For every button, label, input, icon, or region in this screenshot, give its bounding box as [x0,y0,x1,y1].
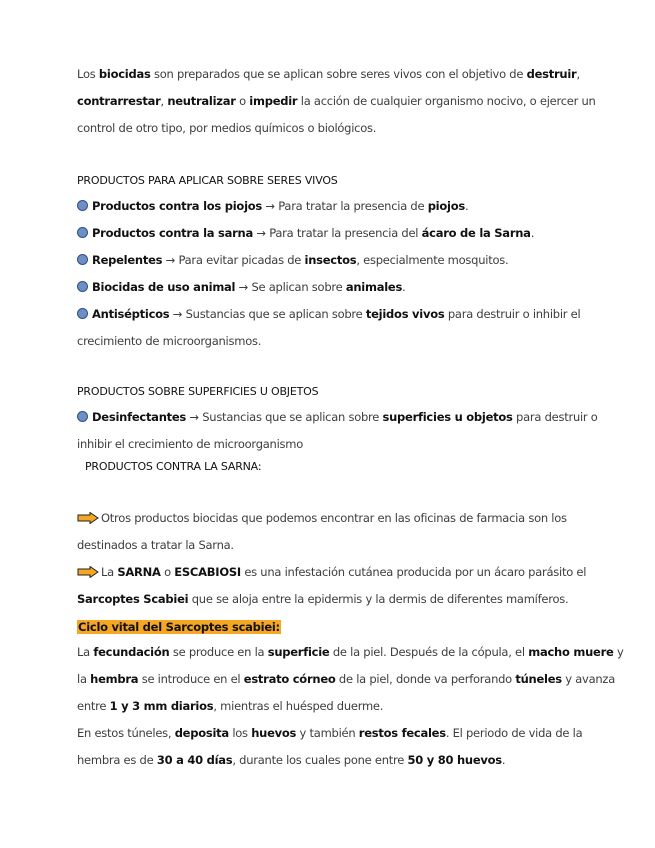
section-heading: PRODUCTOS PARA APLICAR SOBRE SERES VIVOS [77,174,338,187]
arrow-paragraph-line: Otros productos biocidas que podemos encontrar en las oficinas de farmacia son los [77,505,577,532]
blue-circle-bullet-icon [77,254,88,265]
blue-circle-bullet-icon [77,227,88,238]
seres-vivos-section [77,169,581,355]
list-item-continuation: inhibir el crecimiento de microorganismo [77,437,304,451]
list-item: Repelentes → Para evitar picadas de insectos, especialmente mosquitos. [77,247,577,274]
blue-circle-bullet-icon [77,281,88,292]
ciclo-line-1: La fecundación se produce en la superficie de la piel. Después de la cópula, el macho muere y [77,645,624,659]
blue-circle-bullet-icon [77,411,88,422]
ciclo-line-3: entre 1 y 3 mm diarios, mientras el huésped duerme. [77,699,384,713]
list-item-continuation: crecimiento de microorganismos. [77,334,262,348]
intro-line-1: Los biocidas son preparados que se aplican sobre seres vivos con el objetivo de destruir, [77,67,580,81]
superficies-section [77,380,598,458]
ciclo-section [77,615,624,774]
list-item: Desinfectantes → Sustancias que se aplican sobre superficies u objetos para destruir o [77,404,577,431]
intro-line-3: control de otro tipo, por medios químicos o biológicos. [77,121,377,135]
ciclo-title-line [77,615,577,639]
blue-circle-bullet-icon [77,200,88,211]
orange-right-arrow-icon [77,512,99,524]
list-item: Productos contra la sarna → Para tratar la presencia del ácaro de la Sarna. [77,220,577,247]
arrow-paragraph-continuation: Sarcoptes Scabiei que se aloja entre la epidermis y la dermis de diferentes mamíferos. [77,592,569,606]
intro-line-2: contrarrestar, neutralizar o impedir la acción de cualquier organismo nocivo, o ejercer un [77,94,596,108]
ciclo-title: Ciclo vital del Sarcoptes scabiei: [78,620,280,634]
ciclo-line-5: hembra es de 30 a 40 días, durante los cuales pone entre 50 y 80 huevos. [77,753,506,767]
arrow-paragraph-continuation: destinados a tratar la Sarna. [77,538,234,552]
section-heading: PRODUCTOS CONTRA LA SARNA: [85,460,262,473]
ciclo-line-2: la hembra se introduce en el estrato córneo de la piel, donde va perforando túneles y avanza [77,672,616,686]
blue-circle-bullet-icon [77,308,88,319]
ciclo-line-4: En estos túneles, deposita los huevos y también restos fecales. El periodo de vida de la [77,726,583,740]
list-item: Antisépticos → Sustancias que se aplican sobre tejidos vivos para destruir o inhibir el [77,301,577,328]
sarna-heading-wrap [85,455,585,479]
sarna-section [77,505,587,613]
list-item: Biocidas de uso animal → Se aplican sobre animales. [77,274,577,301]
orange-right-arrow-icon [77,566,99,578]
intro-paragraph [77,61,596,142]
list-item: Productos contra los piojos → Para tratar la presencia de piojos. [77,193,577,220]
arrow-paragraph-line: La SARNA o ESCABIOSI es una infestación cutánea producida por un ácaro parásito el [77,559,577,586]
section-heading: PRODUCTOS SOBRE SUPERFICIES U OBJETOS [77,385,319,398]
